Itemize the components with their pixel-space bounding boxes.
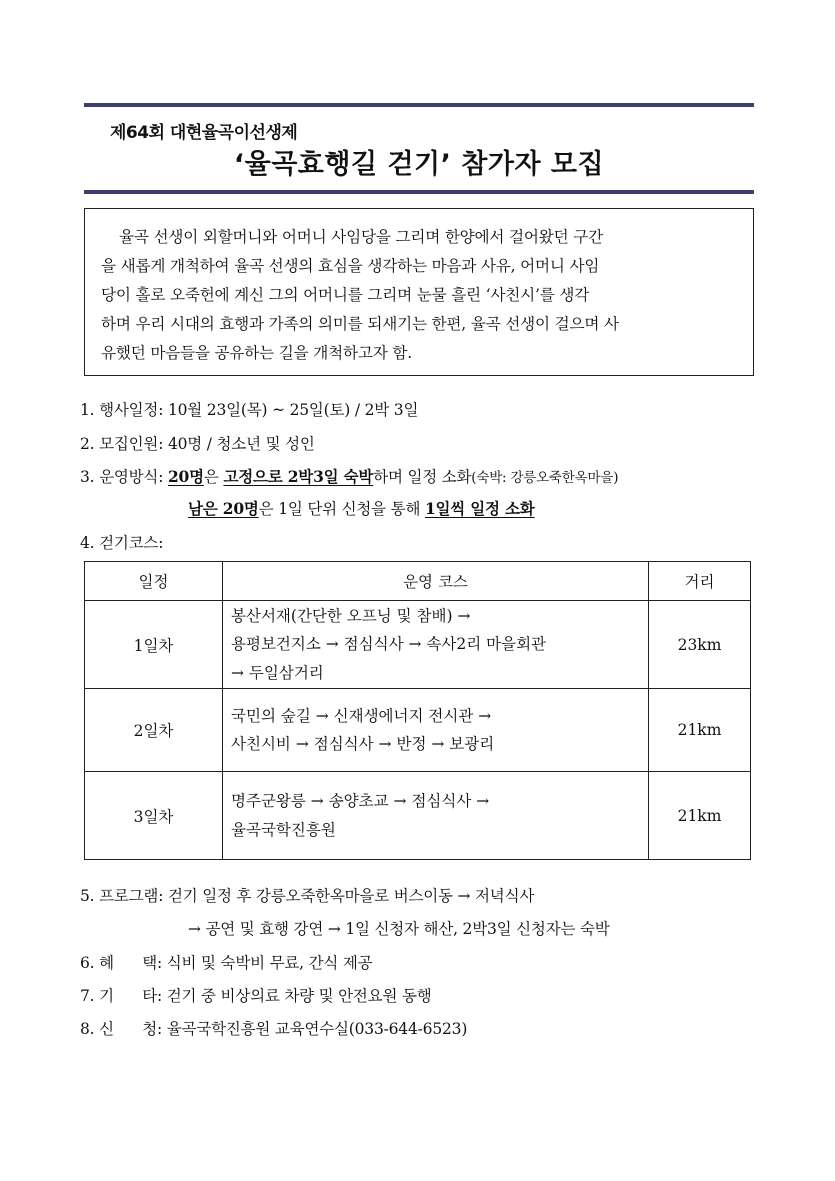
day-cell: 1일차 [85,601,223,689]
method-rest: 남은 20명 [188,499,259,518]
day-cell: 2일차 [85,689,223,772]
table-row [85,601,751,689]
benefit-item: 6. 혜 택: 식비 및 숙박비 무료, 간식 제공 [80,954,373,972]
method-note: (숙박: 강릉오죽한옥마을) [471,470,619,486]
intro-line: 을 새롭게 개척하여 율곡 선생의 효심을 생각하는 마음과 사유, 어머니 사임 [101,257,600,275]
distance-cell: 23km [649,601,751,689]
method-daily: 1일씩 일정 소화 [424,499,535,518]
table-row [85,772,751,860]
route-line: → 두일삼거리 [231,663,324,682]
route-line: 율곡국학진흥원 [231,820,336,839]
route-line: 사친시비 → 점심식사 → 반정 → 보광리 [231,735,495,753]
distance-cell: 21km [649,772,751,860]
schedule-item: 1. 행사일정: 10월 23일(목) ~ 25일(토) / 2박 3일 [80,401,419,419]
intro-box [84,208,754,376]
top-rule [84,103,754,107]
bottom-rule [84,190,754,194]
intro-line: 율곡 선생이 외할머니와 어머니 사임당을 그리며 한양에서 걸어왔던 구간 [119,228,603,246]
course-label: 4. 걷기코스: [80,534,164,552]
route-line: 명주군왕릉 → 송양초교 → 점심식사 → [231,792,490,810]
header-route: 운영 코스 [223,562,649,601]
route-line: 용평보건지소 → 점심식사 → 속사2리 마을회관 [231,635,547,654]
route-cell [223,601,649,689]
method-text: 은 [203,468,224,486]
distance-cell: 21km [649,689,751,772]
header-day: 일정 [85,562,223,601]
route-line: 국민의 숲길 → 신재생에너지 전시관 → [231,706,492,725]
intro-line: 당이 홀로 오죽헌에 계신 그의 어머니를 그리며 눈물 흘린 ‘사친시’를 생각 [101,286,590,304]
intro-line: 유했던 마음들을 공유하는 길을 개척하고자 함. [101,344,412,362]
apply-item: 8. 신 청: 율곡국학진흥원 교육연수실(033-644-6523) [80,1020,468,1038]
course-table [84,561,751,860]
header-distance: 거리 [649,562,751,601]
program-continued: → 공연 및 효행 강연 → 1일 신청자 해산, 2박3일 신청자는 숙박 [188,920,610,938]
method-count: 20명 [167,467,204,486]
method-item [80,465,618,487]
method-text: 은 1일 단위 신청을 통해 [258,500,425,518]
method-continued [188,497,535,519]
intro-line: 하며 우리 시대의 효행과 가족의 의미를 되새기는 한편, 율곡 선생이 걸으며 사 [101,315,619,333]
method-prefix: 3. 운영방식: [80,468,168,486]
etc-item: 7. 기 타: 걷기 중 비상의료 차량 및 안전요원 동행 [80,987,432,1005]
recruit-item: 2. 모집인원: 40명 / 청소년 및 성인 [80,435,315,453]
program-item: 5. 프로그램: 걷기 일정 후 강릉오죽한옥마을로 버스이동 → 저녁식사 [80,887,535,905]
method-fixed: 고정으로 2박3일 숙박 [223,467,374,486]
page-title: ‘율곡효행길 걷기’ 참가자 모집 [233,149,605,180]
route-cell [223,772,649,860]
route-line: 봉산서재(간단한 오프닝 및 참배) → [231,606,471,625]
table-header-row [85,562,751,601]
method-text: 하며 일정 소화 [373,468,472,486]
route-cell [223,689,649,772]
event-subtitle: 제64회 대현율곡이선생제 [110,123,298,143]
table-row [85,689,751,772]
day-cell: 3일차 [85,772,223,860]
